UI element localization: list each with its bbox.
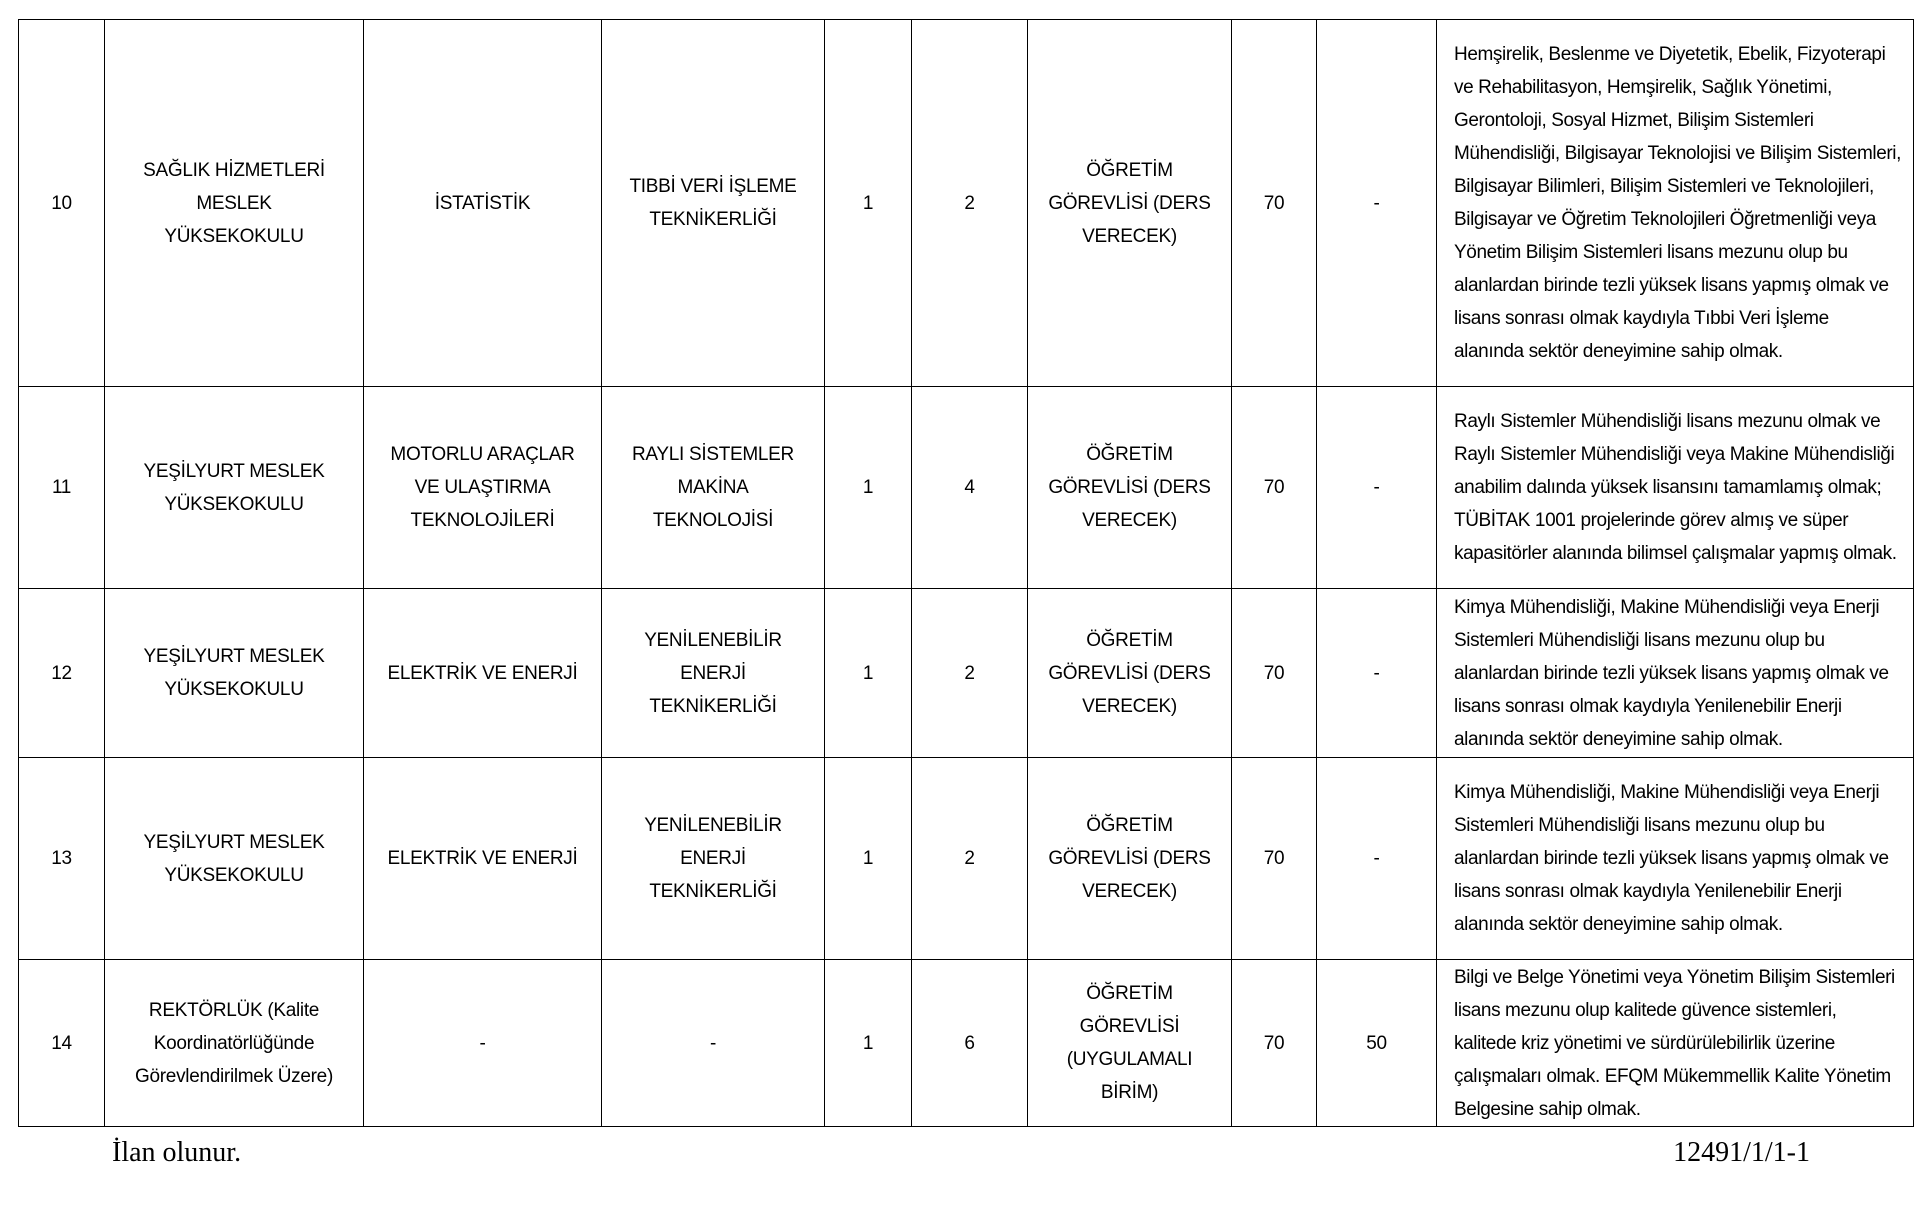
degree-cell: 4 [912, 387, 1028, 589]
title-cell: ÖĞRETİM GÖREVLİSİ (DERS VERECEK) [1028, 758, 1232, 960]
degree-cell: 6 [912, 960, 1028, 1127]
table-row [19, 589, 1914, 758]
ales-cell: 70 [1232, 387, 1317, 589]
department-cell: - [364, 960, 602, 1127]
requirements-cell: Kimya Mühendisliği, Makine Mühendisliği veya Enerji Sistemleri Mühendisliği lisans mezunu olup bu alanlardan birinde tezli yüksek lisans yapmış olmak ve lisans sonrası olmak kaydıyla Yenilenebilir Enerji alanında sektör deneyimine sahip olmak. [1437, 589, 1914, 758]
requirements-cell: Kimya Mühendisliği, Makine Mühendisliği veya Enerji Sistemleri Mühendisliği lisans mezunu olup bu alanlardan birinde tezli yüksek lisans yapmış olmak ve lisans sonrası olmak kaydıyla Yenilenebilir Enerji alanında sektör deneyimine sahip olmak. [1437, 758, 1914, 960]
language-cell: - [1317, 589, 1437, 758]
program-cell: TIBBİ VERİ İŞLEME TEKNİKERLİĞİ [602, 20, 825, 387]
requirements-cell: Hemşirelik, Beslenme ve Diyetetik, Ebelik, Fizyoterapi ve Rehabilitasyon, Hemşirelik, Sağlık Yönetimi, Gerontoloji, Sosyal Hizmet, Bilişim Sistemleri Mühendisliği, Bilgisayar Teknolojisi ve Bilişim Sistemleri, Bilgisayar Bilimleri, Bilişim Sistemleri ve Teknolojileri, Bilgisayar ve Öğretim Teknolojileri Öğretmenliği veya Yönetim Bilişim Sistemleri lisans mezunu olup bu alanlardan birinde tezli yüksek lisans yapmış olmak ve lisans sonrası olmak kaydıyla Tıbbi Veri İşleme alanında sektör deneyimine sahip olmak. [1437, 20, 1914, 387]
row-number: 13 [19, 758, 105, 960]
title-cell: ÖĞRETİM GÖREVLİSİ (DERS VERECEK) [1028, 387, 1232, 589]
table-row [19, 20, 1914, 387]
unit-cell: YEŞİLYURT MESLEK YÜKSEKOKULU [105, 387, 364, 589]
unit-cell: YEŞİLYURT MESLEK YÜKSEKOKULU [105, 589, 364, 758]
positions-table [18, 19, 1914, 1127]
department-cell: ELEKTRİK VE ENERJİ [364, 758, 602, 960]
program-cell: YENİLENEBİLİR ENERJİ TEKNİKERLİĞİ [602, 758, 825, 960]
requirements-cell: Bilgi ve Belge Yönetimi veya Yönetim Bilişim Sistemleri lisans mezunu olup kalitede güvence sistemleri, kalitede kriz yönetimi ve sürdürülebilirlik üzerine çalışmaları olmak. EFQM Mükemmellik Kalite Yönetim Belgesine sahip olmak. [1437, 960, 1914, 1127]
title-cell: ÖĞRETİM GÖREVLİSİ (DERS VERECEK) [1028, 589, 1232, 758]
department-cell: İSTATİSTİK [364, 20, 602, 387]
program-cell: RAYLI SİSTEMLER MAKİNA TEKNOLOJİSİ [602, 387, 825, 589]
degree-cell: 2 [912, 589, 1028, 758]
count-cell: 1 [825, 960, 912, 1127]
department-cell: ELEKTRİK VE ENERJİ [364, 589, 602, 758]
language-cell: - [1317, 387, 1437, 589]
ales-cell: 70 [1232, 20, 1317, 387]
unit-cell: SAĞLIK HİZMETLERİ MESLEK YÜKSEKOKULU [105, 20, 364, 387]
row-number: 12 [19, 589, 105, 758]
table-row [19, 960, 1914, 1127]
table-row [19, 758, 1914, 960]
count-cell: 1 [825, 758, 912, 960]
department-cell: MOTORLU ARAÇLAR VE ULAŞTIRMA TEKNOLOJİLERİ [364, 387, 602, 589]
degree-cell: 2 [912, 758, 1028, 960]
unit-cell: REKTÖRLÜK (Kalite Koordinatörlüğünde Görevlendirilmek Üzere) [105, 960, 364, 1127]
count-cell: 1 [825, 387, 912, 589]
count-cell: 1 [825, 20, 912, 387]
count-cell: 1 [825, 589, 912, 758]
requirements-cell: Raylı Sistemler Mühendisliği lisans mezunu olmak ve Raylı Sistemler Mühendisliği veya Makine Mühendisliği anabilim dalında yüksek lisansını tamamlamış olmak; TÜBİTAK 1001 projelerinde görev almış ve süper kapasitörler alanında bilimsel çalışmalar yapmış olmak. [1437, 387, 1914, 589]
title-cell: ÖĞRETİM GÖREVLİSİ (UYGULAMALI BİRİM) [1028, 960, 1232, 1127]
program-cell: - [602, 960, 825, 1127]
title-cell: ÖĞRETİM GÖREVLİSİ (DERS VERECEK) [1028, 20, 1232, 387]
ales-cell: 70 [1232, 758, 1317, 960]
unit-cell: YEŞİLYURT MESLEK YÜKSEKOKULU [105, 758, 364, 960]
ales-cell: 70 [1232, 960, 1317, 1127]
language-cell: - [1317, 20, 1437, 387]
program-cell: YENİLENEBİLİR ENERJİ TEKNİKERLİĞİ [602, 589, 825, 758]
table-row [19, 387, 1914, 589]
language-cell: 50 [1317, 960, 1437, 1127]
row-number: 11 [19, 387, 105, 589]
language-cell: - [1317, 758, 1437, 960]
row-number: 14 [19, 960, 105, 1127]
announcement-code: 12491/1/1-1 [1673, 1137, 1810, 1168]
announcement-note: İlan olunur. [112, 1137, 242, 1168]
row-number: 10 [19, 20, 105, 387]
ales-cell: 70 [1232, 589, 1317, 758]
degree-cell: 2 [912, 20, 1028, 387]
